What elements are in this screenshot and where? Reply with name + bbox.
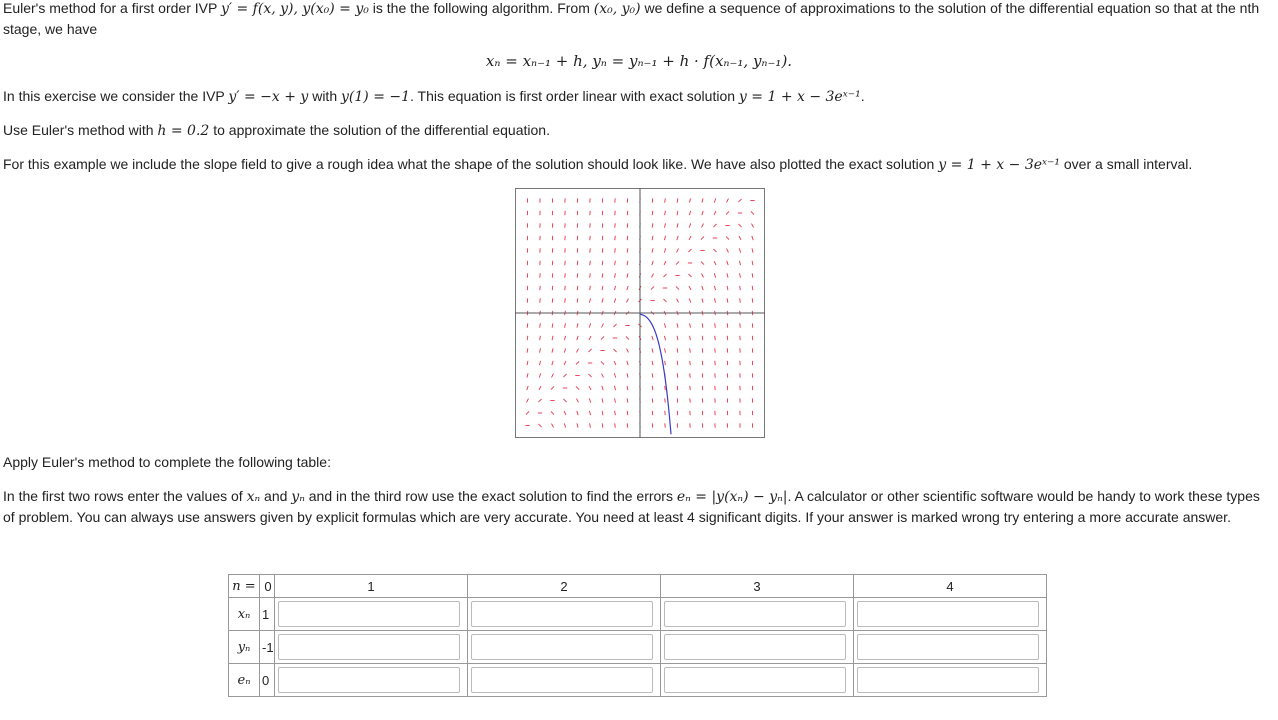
table-row-en xyxy=(229,664,1047,697)
yn-label: yₙ xyxy=(229,631,260,664)
xn-input-4[interactable] xyxy=(857,601,1039,627)
xn-label: xₙ xyxy=(229,598,260,631)
slope-mark xyxy=(527,336,528,340)
xn-input-3[interactable] xyxy=(664,601,846,627)
slope-mark xyxy=(577,273,578,277)
slope-mark xyxy=(665,386,666,390)
yn-input-1[interactable] xyxy=(278,634,460,660)
table-header-row xyxy=(229,575,1047,598)
euler-table xyxy=(228,574,1047,697)
slope-mark xyxy=(565,298,566,302)
table-row-xn xyxy=(229,598,1047,631)
slope-mark xyxy=(690,361,691,365)
slope-field-note: For this example we include the slope field to give a rough idea what the shape of the solution should look like. We have also plotted the exact solution y = 1 + x − 3eˣ⁻¹ over a small interval. xyxy=(3,156,1193,173)
slope-mark xyxy=(740,298,741,302)
slope-mark xyxy=(602,248,603,252)
xn-input-2[interactable] xyxy=(471,601,653,627)
slope-mark xyxy=(752,286,753,290)
euler-formula: xₙ = xₙ₋₁ + h, yₙ = yₙ₋₁ + h · f(xₙ₋₁, yₙ₋₁). xyxy=(485,52,793,70)
slope-mark xyxy=(715,323,716,327)
slope-mark xyxy=(627,223,628,227)
slope-mark xyxy=(615,236,616,240)
slope-mark xyxy=(577,286,578,290)
slope-mark xyxy=(715,336,716,340)
slope-mark xyxy=(590,261,591,265)
en-input-1[interactable] xyxy=(278,667,460,693)
slope-mark xyxy=(615,423,616,427)
apply-instruction: Apply Euler's method to complete the following table: xyxy=(3,454,331,470)
slope-mark xyxy=(527,323,528,327)
yn-initial: -1 xyxy=(260,631,275,664)
xn-initial: 1 xyxy=(260,598,275,631)
header-n3: 3 xyxy=(661,575,854,598)
yn-input-2[interactable] xyxy=(471,634,653,660)
header-n0: 0 xyxy=(260,575,275,598)
slope-mark xyxy=(615,248,616,252)
table-row-yn xyxy=(229,631,1047,664)
slope-mark xyxy=(702,336,703,340)
slope-mark xyxy=(627,423,628,427)
n-label: n = xyxy=(229,575,260,598)
slope-mark xyxy=(602,261,603,265)
slope-mark xyxy=(552,298,553,302)
slope-field-plot xyxy=(515,188,765,438)
exercise-paragraph: In this exercise we consider the IVP y′ = −x + y with y(1) = −1. This equation is first order linear with exact solution y = 1 + x − 3eˣ⁻¹. xyxy=(3,88,865,105)
header-n2: 2 xyxy=(468,575,661,598)
header-n4: 4 xyxy=(854,575,1047,598)
slope-mark xyxy=(652,198,653,202)
step-size-paragraph: Use Euler's method with h = 0.2 to approximate the solution of the differential equation. xyxy=(3,122,550,139)
slope-mark xyxy=(565,286,566,290)
slope-mark xyxy=(702,348,703,352)
slope-mark xyxy=(540,323,541,327)
yn-input-3[interactable] xyxy=(664,634,846,660)
slope-mark xyxy=(652,398,653,402)
slope-mark xyxy=(652,211,653,215)
header-n1: 1 xyxy=(275,575,468,598)
slope-mark xyxy=(677,361,678,365)
en-input-2[interactable] xyxy=(471,667,653,693)
en-input-3[interactable] xyxy=(664,667,846,693)
slope-mark xyxy=(665,198,666,202)
slope-mark xyxy=(590,273,591,277)
slope-mark xyxy=(690,348,691,352)
en-label: eₙ xyxy=(229,664,260,697)
slope-mark xyxy=(627,411,628,415)
en-input-4[interactable] xyxy=(857,667,1039,693)
en-initial: 0 xyxy=(260,664,275,697)
table-instructions: In the first two rows enter the values of xₙ and yₙ and in the third row use the exact solution to find the errors eₙ = |y(xₙ) − yₙ|. A calculator or other scientific software would be handy to work these types of problem. You can always use answers given by explicit formulas which are very accurate. You need at least 4 significant digits. If your answer is marked wrong try entering a more accurate answer. xyxy=(3,488,1260,525)
xn-input-1[interactable] xyxy=(278,601,460,627)
slope-mark xyxy=(677,373,678,377)
slope-mark xyxy=(727,323,728,327)
slope-mark xyxy=(652,386,653,390)
yn-input-4[interactable] xyxy=(857,634,1039,660)
slope-mark xyxy=(752,298,753,302)
slope-mark xyxy=(627,236,628,240)
intro-paragraph: Euler's method for a first order IVP y′ = f(x, y), y(x₀) = y₀ is the the following algorithm. From (x₀, y₀) we define a sequence of approximations to the solution of the differential equation so that at the nth stage, we have xyxy=(3,0,1260,37)
